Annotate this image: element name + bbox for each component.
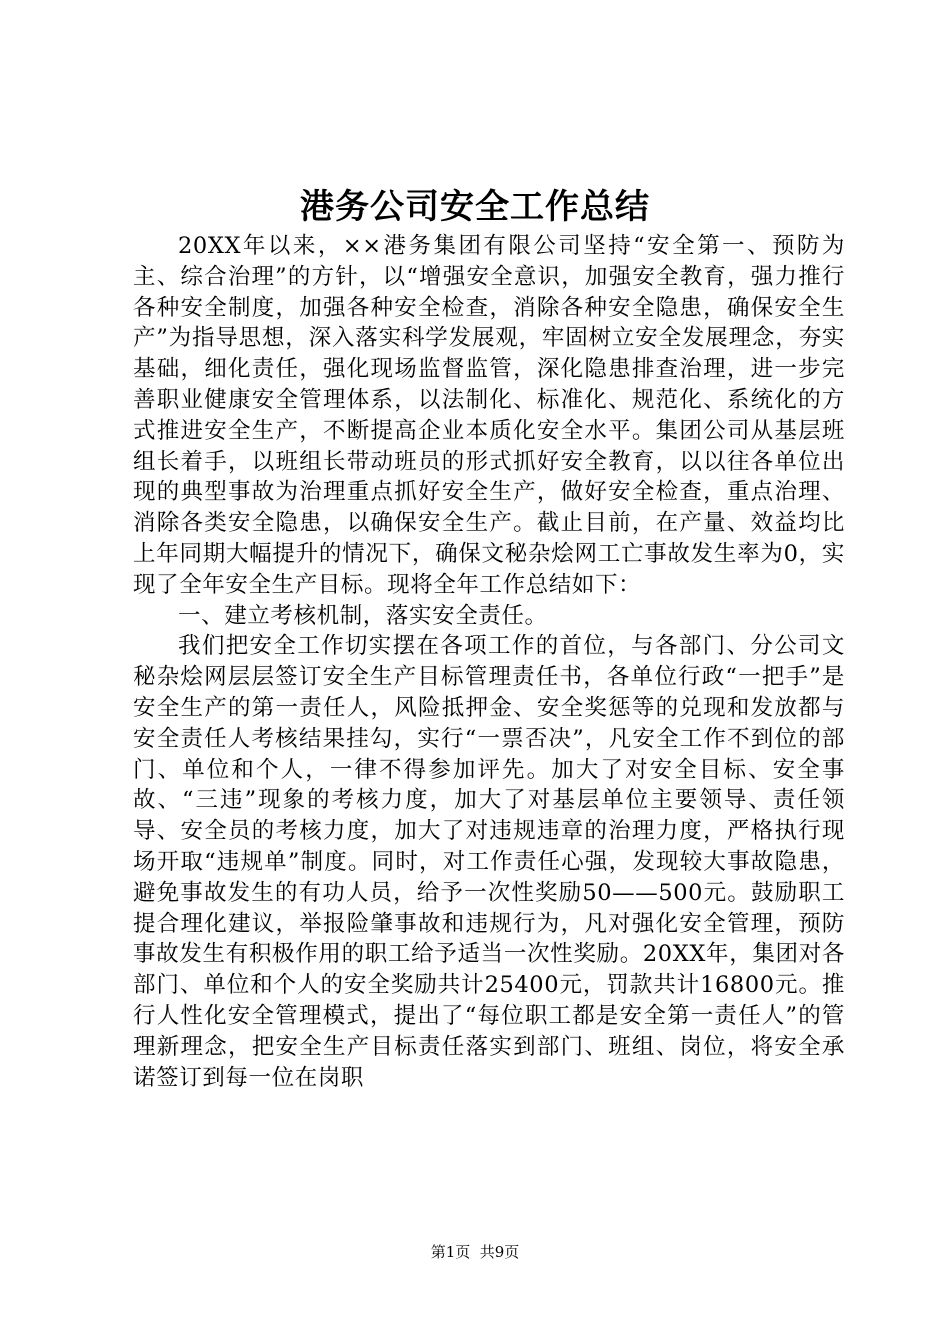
page-footer [0, 1242, 950, 1262]
page-number: 第1页 共9页 [430, 1243, 520, 1261]
paragraph-section-1: 我们把安全工作切实摆在各项工作的首位，与各部门、分公司文秘杂烩网层层签订安全生产目标管理责任书，各单位行政“一把手”是安全生产的第一责任人，风险抵押金、安全奖惩等的兑现和发放都与安全责任人考核结果挂勾，实行“一票否决”，凡安全工作不到位的部门、单位和个人，一律不得参加评先。加大了对安全目标、安全事故、“三违”现象的考核力度，加大了对基层单位主要领导、责任领导、安全员的考核力度，加大了对违规违章的治理力度，严格执行现场开取“违规单”制度。同时，对工作责任心强，发现较大事故隐患，避免事故发生的有功人员，给予一次性奖励50——500元。鼓励职工提合理化建议，举报险肇事故和违规行为，凡对强化安全管理，预防事故发生有积极作用的职工给予适当一次性奖励。20XX年，集团对各部门、单位和个人的安全奖励共计25400元，罚款共计16800元。推行人性化安全管理模式，提出了“每位职工都是安全第一责任人”的管理新理念，把安全生产目标责任落实到部门、班组、岗位，将安全承诺签订到每一位在岗职 [133, 633, 845, 1091]
section-heading-1: 一、建立考核机制，落实安全责任。 [178, 602, 548, 629]
document-title: 港务公司安全工作总结 [300, 187, 650, 227]
document-body [133, 231, 845, 1093]
paragraph-intro: 20XX年以来，××港务集团有限公司坚持“安全第一、预防为主、综合治理”的方针，以“增强安全意识，加强安全教育，强力推行各种安全制度，加强各种安全检查，消除各种安全隐患，确保安全生产”为指导思想，深入落实科学发展观，牢固树立安全发展理念，夯实基础，细化责任，强化现场监督监管，深化隐患排查治理，进一步完善职业健康安全管理体系，以法制化、标准化、规范化、系统化的方式推进安全生产，不断提高企业本质化安全水平。集团公司从基层班组长着手，以班组长带动班员的形式抓好安全教育，以以往各单位出现的典型事故为治理重点抓好安全生产，做好安全检查，重点治理、消除各类安全隐患，以确保安全生产。截止目前，在产量、效益均比上年同期大幅提升的情况下，确保文秘杂烩网工亡事故发生率为0，实现了全年安全生产目标。现将全年工作总结如下： [133, 233, 845, 598]
